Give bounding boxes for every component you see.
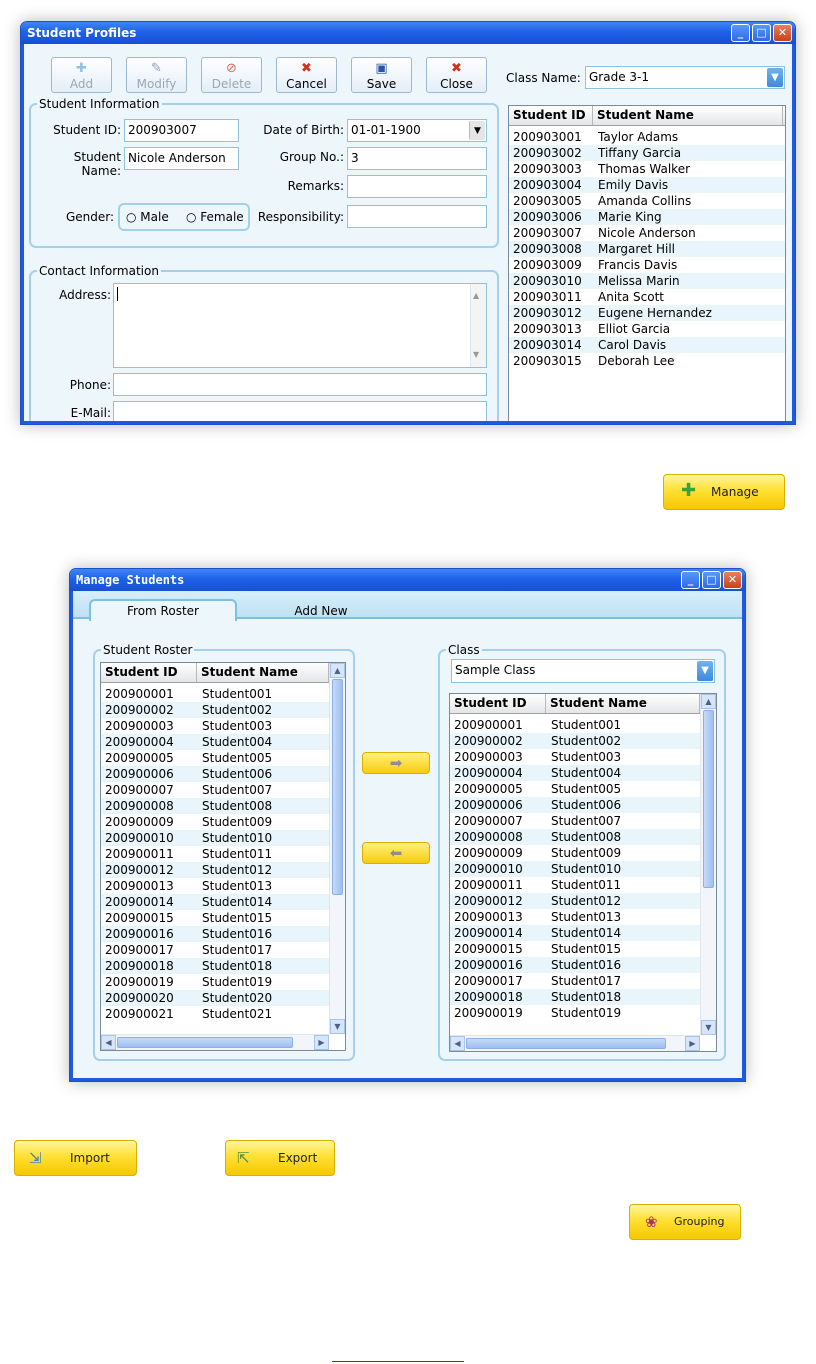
student-name-cell: Deborah Lee <box>598 354 675 368</box>
window-title: Student Profiles <box>27 26 137 40</box>
student-id-cell: 200900012 <box>454 894 523 908</box>
cancel-button[interactable]: ✖ Cancel <box>276 57 337 93</box>
dob-label: Date of Birth: <box>263 123 344 137</box>
student-name-cell: Student020 <box>202 991 273 1005</box>
table-row[interactable] <box>509 193 785 209</box>
table-row[interactable] <box>101 990 345 1006</box>
student-id-cell: 200903014 <box>513 338 582 352</box>
title-bar[interactable] <box>70 569 745 591</box>
student-name-cell: Eugene Hernandez <box>598 306 712 320</box>
student-id-cell: 200903007 <box>513 226 582 240</box>
list-rows <box>509 126 785 369</box>
import-icon: ⇲ <box>29 1149 42 1167</box>
class-hscrollbar[interactable] <box>450 1035 700 1051</box>
manage-students-window <box>69 568 746 1082</box>
student-name-cell: Student010 <box>202 831 273 845</box>
student-id-cell: 200900014 <box>105 895 174 909</box>
student-id-cell: 200903001 <box>513 130 582 144</box>
student-name-cell: Student003 <box>202 719 273 733</box>
student-id-cell: 200900006 <box>105 767 174 781</box>
student-id-cell: 200900002 <box>454 734 523 748</box>
table-row[interactable] <box>450 733 716 749</box>
table-row[interactable] <box>101 926 345 942</box>
student-name-cell: Amanda Collins <box>598 194 692 208</box>
col-student-name[interactable]: Student Name <box>546 694 700 713</box>
class-name-label: Class Name: <box>506 71 581 85</box>
export-button[interactable]: ⇱ Export <box>225 1140 335 1176</box>
remove-from-class-button[interactable] <box>362 842 430 864</box>
manage-button[interactable]: ✚ Manage <box>663 474 785 510</box>
table-row[interactable] <box>509 273 785 289</box>
table-row[interactable] <box>101 750 345 766</box>
scroll-thumb[interactable] <box>703 710 714 888</box>
gender-label: Gender: <box>65 210 114 224</box>
add-to-class-button[interactable] <box>362 752 430 774</box>
student-id-cell: 200903008 <box>513 242 582 256</box>
student-id-cell: 200900007 <box>454 814 523 828</box>
student-id-cell: 200900019 <box>454 1006 523 1020</box>
plus-icon: ✚ <box>681 480 697 501</box>
chevron-down-icon[interactable]: ▼ <box>767 68 783 87</box>
manage-body <box>73 591 742 1078</box>
student-id-label: Student ID: <box>53 123 121 137</box>
table-row[interactable] <box>509 241 785 257</box>
student-name-cell: Student018 <box>551 990 622 1004</box>
student-id-cell: 200900004 <box>105 735 174 749</box>
table-row[interactable] <box>509 209 785 225</box>
student-name-label: Student Name: <box>73 150 121 178</box>
maximize-button[interactable]: □ <box>752 24 771 42</box>
student-profiles-window <box>20 21 796 425</box>
scroll-up-icon[interactable]: ▲ <box>330 663 345 678</box>
student-id-cell: 200900008 <box>454 830 523 844</box>
email-input[interactable] <box>113 401 487 424</box>
table-row[interactable] <box>101 686 345 702</box>
student-id-cell: 200903011 <box>513 290 582 304</box>
table-row[interactable] <box>101 942 345 958</box>
student-id-cell: 200900003 <box>105 719 174 733</box>
student-name-cell: Student014 <box>202 895 273 909</box>
student-id-cell: 200900018 <box>454 990 523 1004</box>
student-id-cell: 200900020 <box>105 991 174 1005</box>
scroll-down-icon[interactable]: ▼ <box>701 1020 716 1035</box>
student-name-cell: Student008 <box>202 799 273 813</box>
student-id-cell: 200903013 <box>513 322 582 336</box>
list-rows <box>450 714 716 1021</box>
table-row[interactable] <box>101 814 345 830</box>
minimize-button[interactable]: _ <box>681 571 700 589</box>
male-radio[interactable]: ○ Male <box>126 210 169 224</box>
table-row[interactable] <box>450 925 716 941</box>
table-row[interactable] <box>101 798 345 814</box>
student-id-cell: 200900016 <box>454 958 523 972</box>
close-x-icon: ✖ <box>451 61 462 76</box>
chevron-down-icon[interactable]: ▼ <box>697 661 713 681</box>
student-name-cell: Student007 <box>551 814 622 828</box>
cancel-icon: ✖ <box>301 61 312 76</box>
responsibility-label: Responsibility: <box>257 210 344 224</box>
remarks-input[interactable] <box>347 175 487 198</box>
table-row[interactable] <box>509 337 785 353</box>
close-window-button[interactable]: ✕ <box>773 24 792 42</box>
student-name-cell: Marie King <box>598 210 662 224</box>
student-id-cell: 200900015 <box>454 942 523 956</box>
student-name-cell: Student013 <box>551 910 622 924</box>
table-row[interactable] <box>101 846 345 862</box>
table-row[interactable] <box>450 877 716 893</box>
student-name-cell: Student018 <box>202 959 273 973</box>
student-id-cell: 200900015 <box>105 911 174 925</box>
student-id-cell: 200900014 <box>454 926 523 940</box>
student-id-cell: 200903003 <box>513 162 582 176</box>
student-id-cell: 200900017 <box>105 943 174 957</box>
arrow-right-icon: ➡ <box>389 754 403 772</box>
student-name-cell: Emily Davis <box>598 178 669 192</box>
roster-list[interactable] <box>100 662 346 1051</box>
student-name-cell: Student014 <box>551 926 622 940</box>
maximize-button[interactable]: □ <box>702 571 721 589</box>
col-student-name[interactable]: Student Name <box>593 106 783 125</box>
scroll-up-icon[interactable]: ▲ <box>701 694 716 709</box>
table-row[interactable] <box>509 225 785 241</box>
table-row[interactable] <box>450 861 716 877</box>
student-id-cell: 200900001 <box>454 718 523 732</box>
table-row[interactable] <box>450 717 716 733</box>
student-id-cell: 200903009 <box>513 258 582 272</box>
table-row[interactable] <box>101 782 345 798</box>
gender-radio-group <box>118 203 250 231</box>
export-icon: ⇱ <box>237 1149 250 1167</box>
table-row[interactable] <box>450 941 716 957</box>
scroll-left-icon[interactable]: ◀ <box>450 1036 465 1051</box>
student-name-cell: Elliot Garcia <box>598 322 671 336</box>
table-row[interactable] <box>101 910 345 926</box>
table-row[interactable] <box>450 797 716 813</box>
scroll-thumb[interactable] <box>117 1037 293 1048</box>
student-name-cell: Student021 <box>202 1007 273 1021</box>
table-row[interactable] <box>101 894 345 910</box>
table-row[interactable] <box>509 129 785 145</box>
student-name-cell: Student009 <box>551 846 622 860</box>
class-name-combo[interactable]: Grade 3-1 ▼ <box>585 66 785 89</box>
table-row[interactable] <box>101 702 345 718</box>
scroll-thumb[interactable] <box>332 679 343 895</box>
save-button[interactable]: ▣ Save <box>351 57 412 93</box>
group-legend: Contact Information <box>39 264 159 278</box>
list-header <box>509 106 785 126</box>
student-id-cell: 200900009 <box>105 815 174 829</box>
table-row[interactable] <box>101 766 345 782</box>
student-id-cell: 200900010 <box>105 831 174 845</box>
student-name-cell: Thomas Walker <box>598 162 691 176</box>
list-header <box>450 694 716 714</box>
table-row[interactable] <box>101 862 345 878</box>
tab-add-new[interactable]: Add New <box>294 604 348 618</box>
student-name-cell: Carol Davis <box>598 338 667 352</box>
table-row[interactable] <box>509 289 785 305</box>
student-id-cell: 200900004 <box>454 766 523 780</box>
student-id-cell: 200903004 <box>513 178 582 192</box>
address-label: Address: <box>59 288 111 302</box>
student-id-cell: 200900008 <box>105 799 174 813</box>
student-name-cell: Student013 <box>202 879 273 893</box>
student-name-cell: Student007 <box>202 783 273 797</box>
table-row[interactable] <box>509 353 785 369</box>
student-id-cell: 200903005 <box>513 194 582 208</box>
table-row[interactable] <box>101 718 345 734</box>
roster-vscrollbar[interactable] <box>329 663 345 1034</box>
class-vscrollbar[interactable] <box>700 694 716 1035</box>
close-window-button[interactable]: ✕ <box>723 571 742 589</box>
roster-hscrollbar[interactable] <box>101 1034 329 1050</box>
student-name-cell: Student004 <box>551 766 622 780</box>
student-name-cell: Student008 <box>551 830 622 844</box>
list-header <box>101 663 345 683</box>
student-name-cell: Student016 <box>551 958 622 972</box>
table-row[interactable] <box>450 845 716 861</box>
table-row[interactable] <box>450 813 716 829</box>
student-id-cell: 200900002 <box>105 703 174 717</box>
plus-icon: ✚ <box>76 61 87 76</box>
grouping-button[interactable]: ❀ Grouping <box>629 1204 741 1240</box>
student-name-cell: Student012 <box>202 863 273 877</box>
scroll-right-icon[interactable]: ▶ <box>314 1035 329 1050</box>
student-name-cell: Student003 <box>551 750 622 764</box>
table-row[interactable] <box>101 974 345 990</box>
class-combo[interactable]: Sample Class ▼ <box>451 659 715 683</box>
student-name-cell: Taylor Adams <box>598 130 679 144</box>
phone-label: Phone: <box>69 378 111 392</box>
student-id-cell: 200900017 <box>454 974 523 988</box>
scroll-right-icon[interactable]: ▶ <box>685 1036 700 1051</box>
student-name-cell: Student001 <box>202 687 273 701</box>
table-row[interactable] <box>509 257 785 273</box>
window-title: Manage Students <box>76 573 185 587</box>
student-name-cell: Student010 <box>551 862 622 876</box>
student-name-cell: Student002 <box>551 734 622 748</box>
list-rows <box>101 683 345 1022</box>
student-name-cell: Student015 <box>551 942 622 956</box>
student-name-cell: Student017 <box>202 943 273 957</box>
table-row[interactable] <box>509 161 785 177</box>
table-row[interactable] <box>101 878 345 894</box>
arrow-left-icon: ⬅ <box>389 844 403 862</box>
dob-picker[interactable]: 01-01-1900 ▼ <box>347 119 487 142</box>
student-name-cell: Student006 <box>202 767 273 781</box>
student-name-cell: Student017 <box>551 974 622 988</box>
female-radio[interactable]: ○ Female <box>186 210 244 224</box>
table-row[interactable] <box>450 829 716 845</box>
student-id-cell: 200900007 <box>105 783 174 797</box>
table-row[interactable] <box>509 177 785 193</box>
student-id-cell: 200900012 <box>105 863 174 877</box>
student-name-cell: Student016 <box>202 927 273 941</box>
delete-button[interactable]: ⊘ Delete <box>201 57 262 93</box>
remarks-label: Remarks: <box>287 179 344 193</box>
student-id-cell: 200900003 <box>454 750 523 764</box>
group-legend: Class <box>448 643 480 657</box>
student-name-cell: Student011 <box>202 847 273 861</box>
add-button[interactable]: ✚ Add <box>51 57 112 93</box>
col-student-id[interactable]: Student ID <box>509 106 593 125</box>
student-id-cell: 200900011 <box>105 847 174 861</box>
student-name-cell: Student005 <box>551 782 622 796</box>
student-name-cell: Student019 <box>202 975 273 989</box>
title-bar[interactable] <box>21 22 795 44</box>
table-row[interactable] <box>450 909 716 925</box>
edit-icon: ✎ <box>151 61 162 76</box>
col-student-id[interactable]: Student ID <box>101 663 197 682</box>
modify-button[interactable]: ✎ Modify <box>126 57 187 93</box>
student-name-cell: Student019 <box>551 1006 622 1020</box>
responsibility-input[interactable] <box>347 205 487 228</box>
table-row[interactable] <box>450 989 716 1005</box>
student-name-cell: Anita Scott <box>598 290 664 304</box>
col-student-name[interactable]: Student Name <box>197 663 329 682</box>
student-name-cell: Student005 <box>202 751 273 765</box>
group-legend: Student Roster <box>103 643 193 657</box>
student-id-cell: 200900019 <box>105 975 174 989</box>
student-name-cell: Student006 <box>551 798 622 812</box>
student-name-cell: Francis Davis <box>598 258 678 272</box>
student-id-cell: 200900005 <box>454 782 523 796</box>
table-row[interactable] <box>101 734 345 750</box>
scroll-down-icon[interactable]: ▼ <box>330 1019 345 1034</box>
email-label: E-Mail: <box>70 406 111 420</box>
table-row[interactable] <box>101 958 345 974</box>
table-row[interactable] <box>101 1006 345 1022</box>
student-name-cell: Tiffany Garcia <box>598 146 682 160</box>
student-name-cell: Nicole Anderson <box>598 226 696 240</box>
floppy-icon: ▣ <box>375 61 388 76</box>
close-button[interactable]: ✖ Close <box>426 57 487 93</box>
no-entry-icon: ⊘ <box>226 61 237 76</box>
student-id-cell: 200903002 <box>513 146 582 160</box>
group-legend: Student Information <box>39 97 160 111</box>
minimize-button[interactable]: _ <box>731 24 750 42</box>
scroll-left-icon[interactable]: ◀ <box>101 1035 116 1050</box>
student-name-cell: Student015 <box>202 911 273 925</box>
table-row[interactable] <box>450 749 716 765</box>
student-id-cell: 200900021 <box>105 1007 174 1021</box>
student-id-cell: 200900010 <box>454 862 523 876</box>
table-row[interactable] <box>509 321 785 337</box>
student-id-cell: 200900016 <box>105 927 174 941</box>
student-id-cell: 200903006 <box>513 210 582 224</box>
student-name-cell: Melissa Marin <box>598 274 680 288</box>
student-id-cell: 200900005 <box>105 751 174 765</box>
address-textarea[interactable] <box>113 283 487 368</box>
address-scrollbar[interactable]: ▲ ▼ <box>470 284 486 367</box>
student-id-cell: 200900011 <box>454 878 523 892</box>
class-list[interactable] <box>449 693 717 1052</box>
student-id-cell: 200900013 <box>105 879 174 893</box>
student-id-cell: 200900018 <box>105 959 174 973</box>
table-row[interactable] <box>509 305 785 321</box>
table-row[interactable] <box>509 145 785 161</box>
student-id-cell: 200900006 <box>454 798 523 812</box>
student-name-cell: Student002 <box>202 703 273 717</box>
student-id-input[interactable]: 200903007 <box>124 119 239 142</box>
student-name-cell: Student001 <box>551 718 622 732</box>
table-row[interactable] <box>450 1005 716 1021</box>
student-list[interactable] <box>508 105 786 425</box>
table-row[interactable] <box>101 830 345 846</box>
student-name-cell: Student011 <box>551 878 622 892</box>
student-id-cell: 200903012 <box>513 306 582 320</box>
import-button[interactable]: ⇲ Import <box>14 1140 137 1176</box>
student-id-cell: 200900013 <box>454 910 523 924</box>
col-student-id[interactable]: Student ID <box>450 694 546 713</box>
student-name-input[interactable]: Nicole Anderson <box>124 147 239 170</box>
table-row[interactable] <box>450 765 716 781</box>
chevron-down-icon[interactable]: ▼ <box>469 121 485 140</box>
student-name-cell: Margaret Hill <box>598 242 675 256</box>
table-row[interactable] <box>450 781 716 797</box>
student-name-cell: Student004 <box>202 735 273 749</box>
divider-line <box>332 1361 464 1362</box>
student-name-cell: Student012 <box>551 894 622 908</box>
grouping-icon: ❀ <box>645 1213 658 1231</box>
group-no-label: Group No.: <box>279 150 344 164</box>
student-id-cell: 200903010 <box>513 274 582 288</box>
student-id-cell: 200903015 <box>513 354 582 368</box>
student-id-cell: 200900009 <box>454 846 523 860</box>
student-name-cell: Student009 <box>202 815 273 829</box>
phone-input[interactable] <box>113 373 487 396</box>
table-row[interactable] <box>450 893 716 909</box>
group-no-input[interactable]: 3 <box>347 147 487 170</box>
student-id-cell: 200900001 <box>105 687 174 701</box>
table-row[interactable] <box>450 957 716 973</box>
scroll-thumb[interactable] <box>466 1038 666 1049</box>
profiles-body <box>24 44 792 421</box>
table-row[interactable] <box>450 973 716 989</box>
tab-from-roster[interactable]: From Roster <box>89 599 237 621</box>
